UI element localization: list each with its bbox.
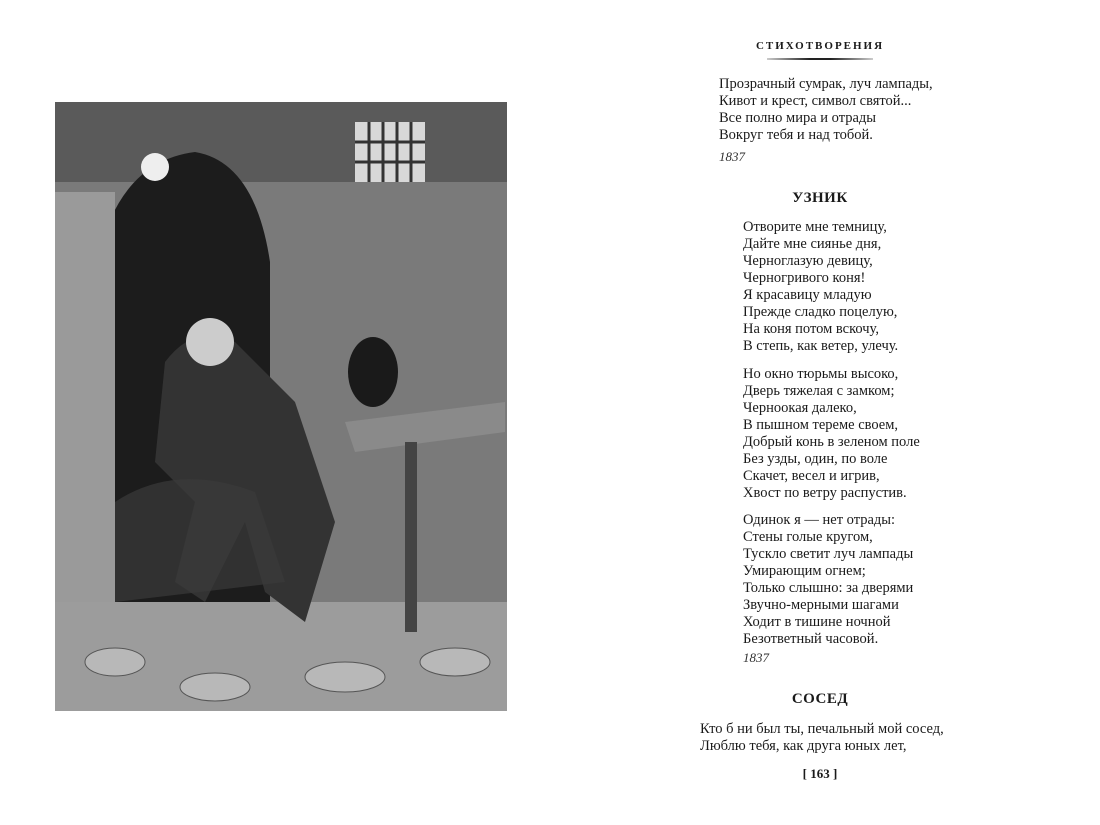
verse-line: Звучно-мерными шагами — [743, 597, 899, 613]
verse-line: Черногривого коня! — [743, 270, 866, 286]
verse-line: Люблю тебя, как друга юных лет, — [700, 738, 907, 754]
header-rule — [767, 58, 873, 60]
verse-line: На коня потом вскочу, — [743, 321, 879, 337]
page-number: [ 163 ] — [802, 766, 838, 781]
verse-line: В пышном тереме своем, — [743, 417, 899, 433]
prisoner-illustration — [55, 102, 507, 711]
verse-line: Отворите мне темницу, — [743, 219, 887, 235]
verse-line: Безответный часовой. — [743, 631, 879, 647]
verse-line: Черноглазую девицу, — [743, 253, 873, 269]
poem-title-sosed: СОСЕД — [791, 691, 849, 707]
verse-line: Тускло светит луч лампады — [743, 546, 914, 562]
verse-line: Добрый конь в зеленом поле — [743, 434, 920, 450]
verse-line: Все полно мира и отрады — [719, 110, 877, 126]
running-head: СТИХОТВОРЕНИЯ — [755, 40, 885, 52]
sosed-stanza — [700, 721, 944, 755]
poem-title-uznik: УЗНИК — [792, 190, 848, 206]
verse-line: Ходит в тишине ночной — [743, 614, 891, 630]
verse-line: Прежде сладко поцелую, — [743, 304, 898, 320]
poem-date: 1837 — [743, 650, 769, 665]
verse-line: Черноокая далеко, — [743, 400, 857, 416]
verse-line: Кто б ни был ты, печальный мой сосед, — [700, 721, 944, 737]
uznik-stanza-2 — [743, 366, 920, 502]
verse-line: Хвост по ветру распустив. — [743, 485, 907, 501]
verse-line: Одинок я — нет отрады: — [743, 512, 896, 528]
verse-line: Но окно тюрьмы высоко, — [743, 366, 899, 382]
verse-line: Стены голые кругом, — [743, 529, 873, 545]
verse-line: Без узды, один, по воле — [743, 451, 888, 467]
verse-line: Скачет, весел и игрив, — [743, 468, 880, 484]
verse-line: Кивот и крест, символ святой... — [719, 93, 912, 109]
verse-line: Дверь тяжелая с замком; — [743, 383, 895, 399]
verse-line: Только слышно: за дверями — [743, 580, 914, 596]
uznik-stanza-3 — [743, 512, 913, 648]
uznik-stanza-1 — [743, 219, 898, 355]
verse-line: Вокруг тебя и над тобой. — [719, 127, 873, 143]
poem-date: 1837 — [719, 149, 745, 164]
poem-end-stanza — [719, 76, 933, 144]
verse-line: В степь, как ветер, улечу. — [743, 338, 899, 354]
verse-line: Прозрачный сумрак, луч лампады, — [719, 76, 933, 92]
verse-line: Умирающим огнем; — [743, 563, 866, 579]
verse-line: Я красавицу младую — [743, 287, 872, 303]
verse-line: Дайте мне сиянье дня, — [743, 236, 882, 252]
